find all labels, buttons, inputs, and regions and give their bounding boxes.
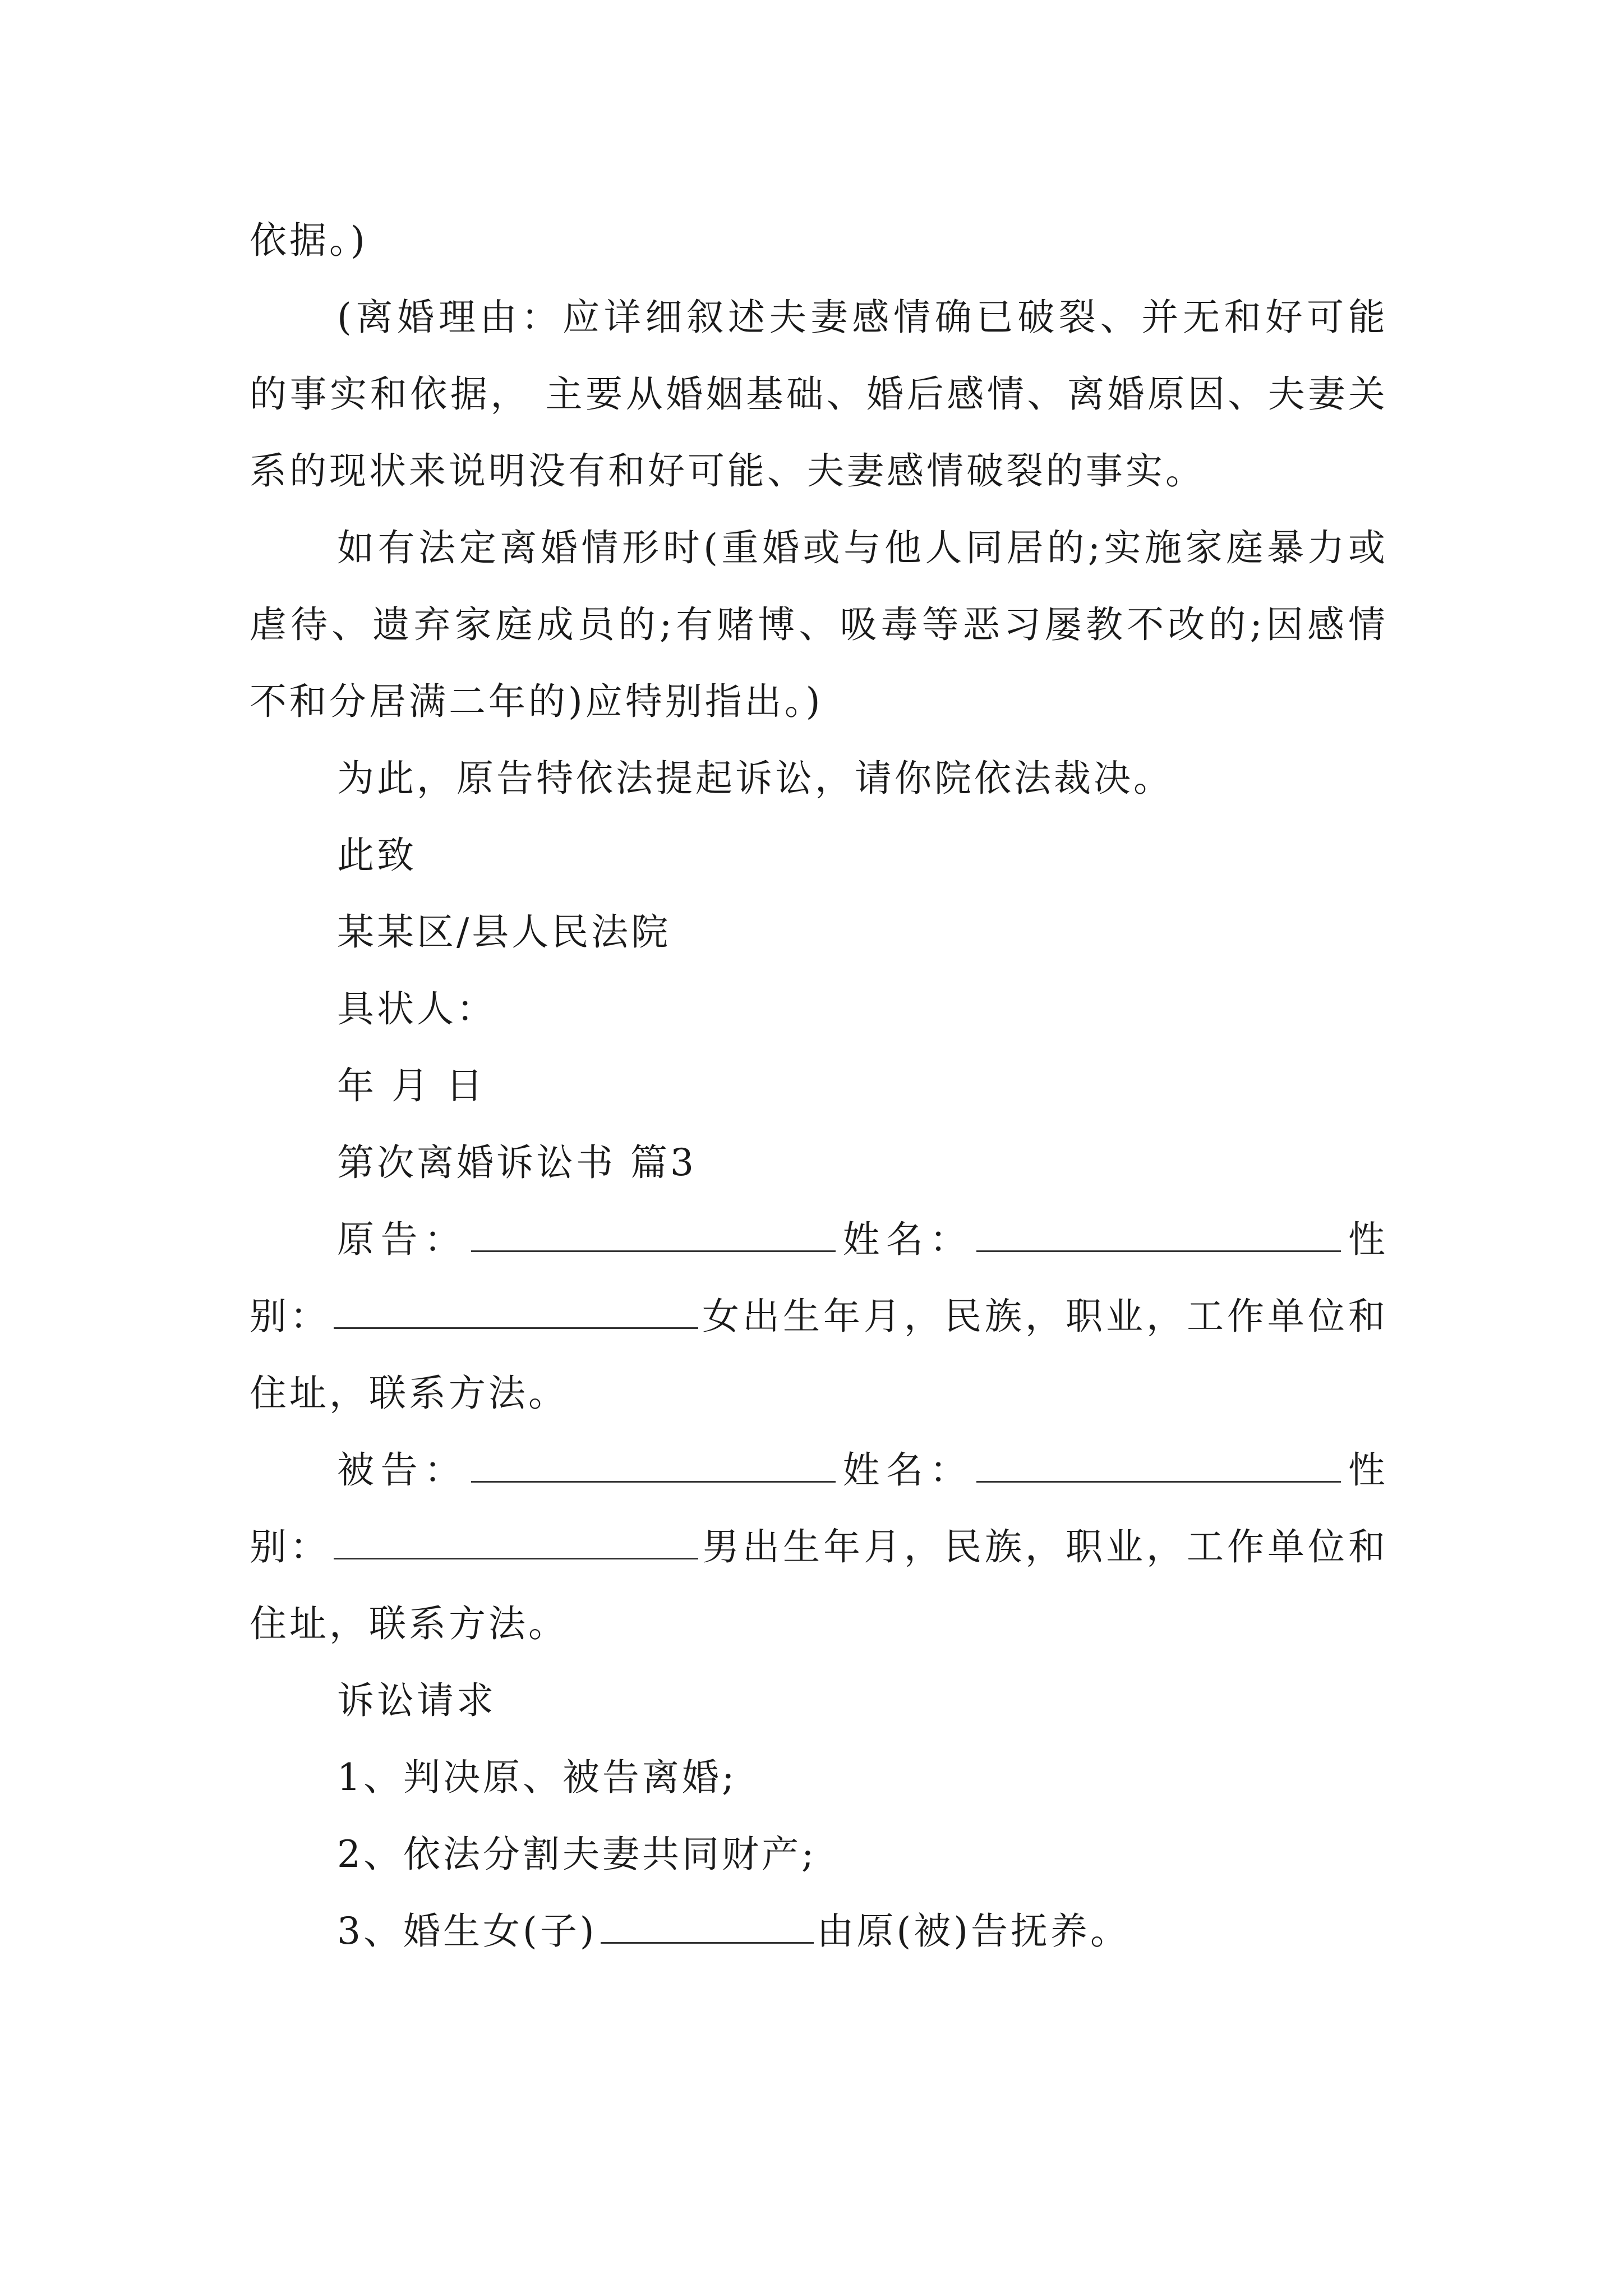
child-blank-field (601, 1907, 814, 1944)
claim-item-3-suffix: 由原(被)告抚养。 (817, 1910, 1130, 1953)
plaintiff-info (250, 1201, 1388, 1432)
claim-item-3-prefix: 3、婚生女(子) (337, 1910, 597, 1953)
plaintiff-details: 女出生年月，民族，职业，工作单位和住址，联系方法。 (250, 1295, 1388, 1415)
claim-item-3 (250, 1893, 1388, 1970)
paragraph-signer: 具状人： (337, 987, 496, 1030)
defendant-label: 被告： (337, 1448, 468, 1492)
plaintiff-gender-label-b: 别： (250, 1295, 330, 1338)
plaintiff-gender-label-a: 性 (1344, 1218, 1388, 1261)
paragraph-basis-end: 依据。) (250, 219, 368, 262)
plaintiff-label: 原告： (337, 1218, 468, 1261)
defendant-info (250, 1432, 1388, 1662)
defendant-gender-label-a: 性 (1344, 1448, 1388, 1492)
section-heading: 第次离婚诉讼书 篇3 (337, 1141, 697, 1184)
plaintiff-blank-field (471, 1215, 836, 1252)
defendant-details: 男出生年月，民族，职业，工作单位和住址，联系方法。 (250, 1525, 1388, 1645)
claim-item-2: 2、依法分割夫妻共同财产; (337, 1833, 817, 1876)
paragraph-lawsuit-request: 为此，原告特依法提起诉讼，请你院依法裁决。 (337, 757, 1173, 800)
plaintiff-gender-blank-field (334, 1292, 698, 1329)
plaintiff-name-label: 姓名： (838, 1218, 974, 1261)
claim-item-1: 1、判决原、被告离婚; (337, 1756, 737, 1799)
paragraph-date: 年 月 日 (337, 1064, 486, 1107)
document-body (250, 202, 1388, 1970)
defendant-name-label: 姓名： (838, 1448, 974, 1492)
defendant-blank-field (471, 1446, 836, 1483)
claims-heading: 诉讼请求 (337, 1679, 496, 1722)
defendant-name-blank-field (976, 1446, 1341, 1483)
paragraph-divorce-reason: (离婚理由：应详细叙述夫妻感情确已破裂、并无和好可能的事实和依据， 主要从婚姻基础、婚后感情、离婚原因、夫妻关系的现状来说明没有和好可能、夫妻感情破裂的事实。 (250, 296, 1388, 493)
paragraph-legal-circumstances: 如有法定离婚情形时(重婚或与他人同居的;实施家庭暴力或虐待、遗弃家庭成员的;有赌博、吸毒等恶习屡教不改的;因感情不和分居满二年的)应特别指出。) (250, 526, 1388, 723)
plaintiff-name-blank-field (976, 1215, 1341, 1252)
defendant-gender-blank-field (334, 1522, 698, 1559)
paragraph-court-name: 某某区/县人民法院 (337, 910, 671, 954)
defendant-gender-label-b: 别： (250, 1525, 330, 1568)
paragraph-salutation: 此致 (337, 834, 417, 877)
